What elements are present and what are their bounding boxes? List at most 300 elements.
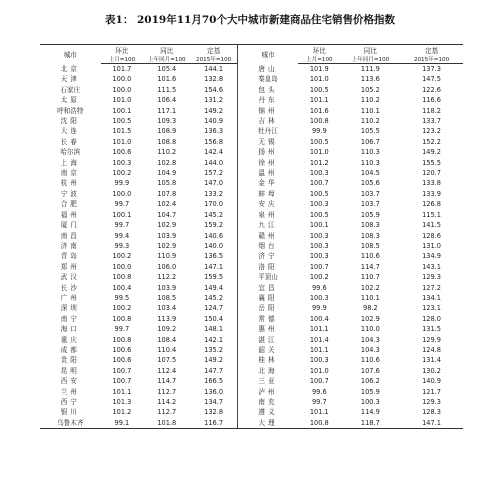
right-city-cell: 唐山 [237,64,298,75]
left-fixed-cell: 132.8 [204,408,224,417]
left-city-cell: 海口 [60,325,80,334]
left-fixed-cell: 147.1 [204,262,224,271]
right-yoy-cell: 105.6 [360,179,380,188]
right-fixed-cell: 134.9 [422,252,441,261]
right-yoy-cell: 102.9 [360,314,380,323]
table-row [40,210,463,220]
right-yoy-cell: 111.9 [360,65,380,73]
left-yoy-cell: 114.7 [157,377,177,386]
right-yoy-cell: 110.1 [360,293,380,302]
table-row [40,231,463,241]
left-fixed-cell: 166.5 [204,377,224,386]
right-fixed-cell: 129.9 [422,335,441,344]
right-city-cell: 金华 [237,178,298,188]
left-fixed-cell: 133.2 [204,189,224,198]
right-city-cell: 牡丹江 [237,126,298,136]
left-yoy-cell: 107.5 [157,356,177,365]
left-city-cell: 武汉 [60,273,80,282]
right-city-cell: 常德 [237,314,298,324]
left-fixed-cell: 136.0 [204,387,224,396]
right-yoy-cell: 105.5 [360,127,380,136]
right-city-cell: 泸州 [237,387,298,397]
table-row [40,366,463,376]
right-fixed-cell: 131.5 [422,325,441,334]
left-yoy-cell: 110.2 [157,148,177,157]
left-fixed-cell: 170.0 [204,200,224,209]
left-mom-cell: 99.7 [114,221,130,230]
mom-header-left: 环比 [101,45,144,56]
right-mom-cell: 101.1 [309,345,329,354]
left-yoy-cell: 108.4 [157,335,177,344]
table-row [40,262,463,272]
left-fixed-cell: 140.9 [204,117,224,126]
table-row [40,74,463,84]
right-yoy-cell: 114.7 [360,262,380,271]
left-yoy-cell: 112.4 [157,366,177,375]
right-yoy-cell: 103.7 [360,200,380,209]
left-fixed-cell: 148.1 [204,325,224,334]
left-mom-cell: 100.8 [112,273,132,282]
right-fixed-cell: 133.7 [422,117,441,126]
right-mom-cell: 100.8 [298,418,341,429]
right-fixed-cell: 133.8 [422,179,441,188]
right-city-cell: 洛阳 [237,262,298,272]
fixed-header-right: 定基 [400,45,463,56]
right-yoy-cell: 106.7 [360,137,380,146]
right-city-cell: 韶关 [237,345,298,355]
right-yoy-cell: 105.9 [360,210,380,219]
left-yoy-cell: 108.5 [157,293,177,302]
table-row [40,106,463,116]
right-fixed-cell: 121.7 [422,387,441,396]
mom-header-right: 环比 [298,45,341,56]
left-yoy-cell: 112.7 [157,387,177,396]
left-city-cell: 上海 [60,158,80,167]
left-fixed-cell: 159.2 [204,221,224,230]
left-city-cell: 南京 [60,169,80,178]
right-city-cell: 吉林 [237,116,298,126]
right-fixed-cell: 131.0 [422,241,441,250]
table-title: 表1： 2019年11月70个大中城市新建商品住宅销售价格指数 [105,14,395,26]
right-yoy-cell: 114.9 [360,408,380,417]
table-row [40,397,463,407]
right-yoy-cell: 98.2 [363,304,378,313]
right-city-cell: 无锡 [237,137,298,147]
table-row [40,147,463,157]
table-row [40,220,463,230]
left-mom-cell: 101.7 [112,65,132,73]
right-city-cell: 锦州 [237,106,298,116]
right-yoy-cell: 110.3 [360,158,380,167]
right-yoy-cell: 102.2 [360,283,380,292]
right-city-cell: 徐州 [237,158,298,168]
yoy-header-left: 同比 [143,45,190,56]
table-row [40,407,463,417]
right-yoy-cell: 110.7 [360,273,380,282]
left-city-cell: 兰州 [60,387,80,396]
left-mom-cell: 101.5 [112,127,132,136]
left-yoy-cell: 112.2 [157,273,177,282]
left-city-cell: 长沙 [60,283,80,292]
right-mom-cell: 100.7 [309,179,329,188]
right-fixed-cell: 120.7 [422,169,441,178]
left-yoy-cell: 105.8 [157,179,177,188]
right-mom-cell: 100.8 [309,117,329,126]
fixed-sub-left: 2015年=100 [190,55,237,64]
left-mom-cell: 99.5 [114,293,130,302]
left-yoy-cell: 102.4 [157,200,177,209]
right-yoy-cell: 108.3 [360,231,380,240]
left-mom-cell: 100.6 [112,148,132,157]
right-city-cell: 温州 [237,168,298,178]
left-fixed-cell: 145.2 [204,293,224,302]
right-city-cell: 襄阳 [237,293,298,303]
fixed-header-left: 定基 [190,45,237,56]
left-mom-cell: 100.8 [112,314,132,323]
left-mom-cell: 100.8 [112,335,132,344]
left-city-cell: 广州 [60,293,80,302]
left-city-cell: 杭州 [60,179,80,188]
left-city-cell: 西宁 [60,398,80,406]
left-city-cell: 重庆 [60,335,80,344]
right-city-cell: 宜昌 [237,283,298,293]
right-yoy-cell: 104.3 [360,335,380,344]
left-yoy-cell: 112.7 [157,408,177,417]
right-yoy-cell: 110.2 [360,117,380,126]
yoy-header-right: 同比 [341,45,400,56]
right-yoy-cell: 107.6 [360,366,380,375]
table-row [40,126,463,136]
left-city-cell: 乌鲁木齐 [40,418,101,429]
left-fixed-cell: 136.5 [204,252,224,261]
right-city-cell: 赣州 [237,231,298,241]
right-fixed-cell: 147.5 [422,75,441,84]
right-mom-cell: 100.3 [309,241,329,250]
table-row [40,283,463,293]
left-city-cell: 郑州 [60,262,80,271]
right-fixed-cell: 141.5 [422,221,441,230]
left-mom-cell: 100.2 [112,304,132,313]
right-yoy-cell: 104.3 [360,345,380,354]
right-mom-cell: 101.1 [309,408,329,417]
right-mom-cell: 100.5 [309,210,329,219]
left-yoy-cell: 109.3 [157,117,177,126]
left-city-cell: 济南 [60,241,80,250]
table-row [40,272,463,282]
table-row [40,116,463,126]
right-yoy-cell: 110.1 [360,106,380,115]
left-city-cell: 沈阳 [60,117,80,126]
left-mom-cell: 101.1 [112,387,132,396]
left-city-cell: 南昌 [60,231,80,240]
right-mom-cell: 101.1 [309,325,329,334]
left-fixed-cell: 154.6 [204,85,224,94]
right-mom-cell: 99.9 [311,127,327,136]
left-mom-cell: 101.2 [112,408,132,417]
left-mom-cell: 100.1 [112,106,132,115]
left-city-cell: 天津 [60,75,80,84]
left-fixed-cell: 150.4 [204,314,224,323]
right-city-cell: 平顶山 [237,272,298,282]
left-yoy-cell: 102.9 [157,221,177,230]
left-yoy-cell: 106.0 [157,262,177,271]
left-city-cell: 呼和浩特 [57,106,84,115]
table-row [40,418,463,429]
city-header-right: 城市 [237,45,298,64]
right-mom-cell: 100.2 [309,273,329,282]
left-fixed-cell: 145.2 [204,210,224,219]
right-mom-cell: 100.5 [309,137,329,146]
right-city-cell: 泉州 [237,210,298,220]
right-yoy-cell: 104.5 [360,169,380,178]
right-fixed-cell: 137.3 [422,65,441,73]
table-row [40,95,463,105]
left-mom-cell: 100.1 [112,210,132,219]
right-mom-cell: 101.4 [309,335,329,344]
right-mom-cell: 100.3 [309,356,329,365]
right-fixed-cell: 128.3 [422,408,441,417]
left-yoy-cell: 110.4 [157,345,177,354]
left-fixed-cell: 140.6 [204,231,224,240]
right-mom-cell: 99.6 [311,283,327,292]
left-yoy-cell: 108.9 [157,127,177,136]
right-fixed-cell: 140.9 [422,377,441,386]
table-row [40,314,463,324]
right-city-cell: 惠州 [237,324,298,334]
left-mom-cell: 100.6 [112,356,132,365]
left-city-cell: 银川 [60,408,80,417]
left-yoy-cell: 105.4 [157,65,177,73]
right-mom-cell: 99.9 [311,304,327,313]
left-yoy-cell: 103.9 [157,283,177,292]
left-fixed-cell: 124.7 [204,304,224,313]
right-mom-cell: 101.2 [309,158,329,167]
left-fixed-cell: 134.7 [204,398,224,406]
right-fixed-cell: 123.1 [422,304,441,313]
right-mom-cell: 101.0 [309,366,329,375]
right-mom-cell: 100.3 [309,252,329,261]
right-city-cell: 桂林 [237,355,298,365]
left-yoy-cell: 110.9 [157,252,177,261]
left-city-cell: 合肥 [60,200,80,209]
right-mom-cell: 100.1 [309,221,329,230]
left-fixed-cell: 157.2 [204,169,224,178]
left-mom-cell: 100.2 [112,252,132,261]
right-fixed-cell: 116.6 [422,96,441,105]
left-yoy-cell: 103.4 [157,304,177,313]
left-city-cell: 贵阳 [60,356,80,365]
right-city-cell: 岳阳 [237,303,298,313]
fixed-sub-right: 2015年=100 [400,55,463,64]
left-fixed-cell: 156.8 [204,137,224,146]
left-fixed-cell: 135.2 [204,345,224,354]
left-city-cell: 西安 [60,377,80,386]
right-fixed-cell: 149.2 [422,148,441,157]
right-mom-cell: 100.7 [309,262,329,271]
left-yoy-cell: 104.7 [157,210,177,219]
right-yoy-cell: 110.6 [360,252,380,261]
left-mom-cell: 101.0 [112,96,132,105]
left-city-cell: 福州 [60,210,80,219]
table-row [40,85,463,95]
right-mom-cell: 100.3 [309,200,329,209]
left-mom-cell: 100.7 [112,366,132,375]
right-fixed-cell: 147.1 [400,418,463,429]
right-yoy-cell: 118.7 [341,418,400,429]
right-mom-cell: 100.5 [309,189,329,198]
left-yoy-cell: 104.9 [157,169,177,178]
left-fixed-cell: 131.2 [204,96,224,105]
left-mom-cell: 100.0 [112,75,132,84]
left-city-cell: 昆明 [60,366,80,375]
left-yoy-cell: 101.6 [157,75,177,84]
right-fixed-cell: 143.1 [422,262,441,271]
right-fixed-cell: 128.0 [422,314,441,323]
left-fixed-cell: 132.8 [204,75,224,84]
right-fixed-cell: 118.2 [422,106,441,115]
right-mom-cell: 101.9 [309,65,329,73]
right-mom-cell: 101.1 [309,96,329,105]
right-fixed-cell: 133.9 [422,189,441,198]
right-city-cell: 秦皇岛 [237,74,298,84]
left-city-cell: 大连 [60,127,80,136]
right-fixed-cell: 126.8 [422,200,441,209]
left-yoy-cell: 102.9 [157,241,177,250]
left-fixed-cell: 149.2 [204,106,224,115]
right-city-cell: 湛江 [237,335,298,345]
left-mom-cell: 99.7 [114,325,130,334]
right-fixed-cell: 134.1 [422,293,441,302]
right-mom-cell: 101.0 [309,75,329,84]
right-city-cell: 烟台 [237,241,298,251]
right-mom-cell: 100.3 [309,231,329,240]
left-fixed-cell: 144.1 [204,65,224,73]
right-fixed-cell: 124.8 [422,345,441,354]
yoy-sub-left: 上年同月=100 [143,55,190,64]
right-city-cell: 北海 [237,366,298,376]
yoy-sub-right: 上年同月=100 [341,55,400,64]
right-yoy-cell: 110.3 [360,148,380,157]
left-mom-cell: 100.2 [112,169,132,178]
table-row [40,189,463,199]
right-city-cell: 扬州 [237,147,298,157]
left-city-cell: 北京 [60,64,80,73]
left-mom-cell: 100.0 [112,189,132,198]
left-yoy-cell: 111.5 [157,85,177,94]
left-yoy-cell: 114.2 [157,398,177,406]
left-fixed-cell: 142.4 [204,148,224,157]
right-yoy-cell: 108.3 [360,221,380,230]
left-mom-cell: 99.3 [114,241,130,250]
left-yoy-cell: 107.8 [157,189,177,198]
right-yoy-cell: 106.2 [360,377,380,386]
left-mom-cell: 99.9 [114,179,130,188]
right-yoy-cell: 110.2 [360,96,380,105]
left-mom-cell: 100.5 [112,117,132,126]
right-city-cell: 九江 [237,220,298,230]
left-city-cell: 厦门 [60,221,80,230]
left-city-cell: 石家庄 [60,85,81,94]
right-fixed-cell: 152.2 [422,137,441,146]
left-city-cell: 长春 [60,137,80,146]
table-row [40,199,463,209]
right-fixed-cell: 155.5 [422,158,441,167]
table-body [40,64,463,429]
right-fixed-cell: 127.2 [422,283,441,292]
table-row [40,64,463,75]
left-mom-cell: 99.7 [114,200,130,209]
left-yoy-cell: 109.2 [157,325,177,334]
left-yoy-cell: 101.8 [143,418,190,429]
left-city-cell: 宁波 [60,189,80,198]
right-yoy-cell: 100.3 [360,398,380,406]
right-city-cell: 遵义 [237,407,298,417]
mom-sub-right: 上月=100 [298,55,341,64]
table-row [40,241,463,251]
right-city-cell: 安庆 [237,199,298,209]
left-mom-cell: 100.7 [112,377,132,386]
left-city-cell: 深圳 [60,304,80,313]
left-fixed-cell: 149.4 [204,283,224,292]
left-mom-cell: 101.0 [112,137,132,146]
left-fixed-cell: 144.0 [204,158,224,167]
left-mom-cell: 100.6 [112,345,132,354]
mom-sub-left: 上月=100 [101,55,144,64]
right-city-cell: 大理 [237,418,298,429]
left-yoy-cell: 117.1 [157,106,177,115]
left-fixed-cell: 159.5 [204,273,224,282]
left-fixed-cell: 116.7 [190,418,237,429]
left-mom-cell: 101.3 [112,398,132,406]
left-yoy-cell: 108.8 [157,137,177,146]
left-mom-cell: 100.3 [112,158,132,167]
right-city-cell: 三亚 [237,376,298,386]
right-fixed-cell: 129.3 [422,273,441,282]
right-yoy-cell: 105.9 [360,387,380,396]
right-fixed-cell: 129.3 [422,398,441,406]
table-row [40,178,463,188]
left-mom-cell: 99.4 [114,231,130,240]
left-fixed-cell: 149.2 [204,356,224,365]
right-mom-cell: 99.6 [311,387,327,396]
right-mom-cell: 100.4 [309,314,329,323]
right-mom-cell: 100.3 [309,169,329,178]
left-city-cell: 成都 [60,345,80,354]
right-mom-cell: 101.6 [309,106,329,115]
left-fixed-cell: 147.7 [204,366,224,375]
right-mom-cell: 101.0 [309,148,329,157]
table-row [40,293,463,303]
right-fixed-cell: 115.1 [422,210,441,219]
right-yoy-cell: 110.0 [360,325,380,334]
right-yoy-cell: 105.2 [360,85,380,94]
right-fixed-cell: 131.4 [422,356,441,365]
table-row [40,158,463,168]
left-city-cell: 哈尔滨 [60,148,81,157]
left-fixed-cell: 142.1 [204,335,224,344]
left-city-cell: 太原 [60,96,80,105]
right-fixed-cell: 130.2 [422,366,441,375]
right-yoy-cell: 103.7 [360,189,380,198]
left-mom-cell: 99.1 [101,418,144,429]
left-city-cell: 南宁 [60,314,80,323]
left-yoy-cell: 103.9 [157,231,177,240]
table-row [40,335,463,345]
city-header-left: 城市 [40,45,101,64]
right-mom-cell: 100.5 [309,85,329,94]
right-mom-cell: 100.3 [309,293,329,302]
left-yoy-cell: 102.8 [157,158,177,167]
